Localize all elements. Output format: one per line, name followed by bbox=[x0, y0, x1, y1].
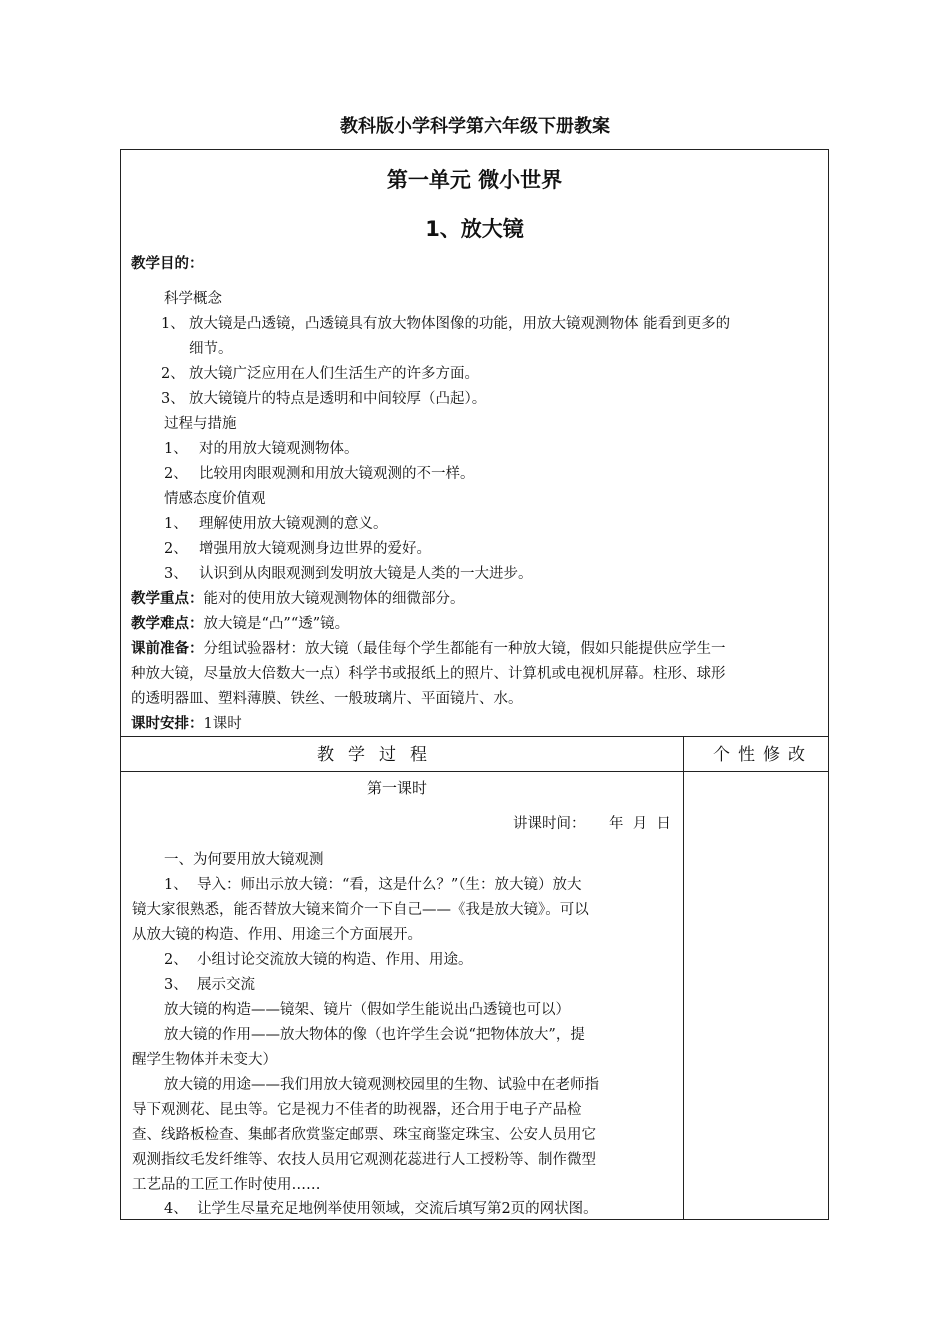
preparation bbox=[131, 639, 726, 659]
preparation-label: 课前准备： bbox=[131, 641, 204, 657]
difficulty bbox=[131, 614, 349, 634]
concept-item: 放大镜广泛应用在人们生活生产的许多方面。 bbox=[189, 366, 479, 382]
body-line: 4、 让学生尽量充足地例举使用领域，交流后填写第2页的网状图。 bbox=[164, 1201, 598, 1217]
preparation-line: 的透明器皿、塑料薄膜、铁丝、一般玻璃片、平面镜片、水。 bbox=[131, 691, 523, 707]
attitude-item-num: 3、 bbox=[164, 566, 188, 582]
column-divider bbox=[683, 736, 684, 1219]
process-item: 比较用肉眼观测和用放大镜观测的不一样。 bbox=[199, 466, 475, 482]
concept-heading: 科学概念 bbox=[164, 291, 222, 307]
body-line: 2、 小组讨论交流放大镜的构造、作用、用途。 bbox=[164, 952, 473, 968]
preparation-line: 分组试验器材：放大镜（最佳每个学生都能有一种放大镜，假如只能提供应学生一 bbox=[203, 641, 726, 657]
body-line: 一、为何要用放大镜观测 bbox=[164, 852, 324, 868]
key-point-label: 教学重点： bbox=[131, 591, 204, 607]
objectives-heading: 教学目的： bbox=[131, 256, 204, 272]
body-line: 放大镜的构造——镜架、镜片（假如学生能说出凸透镜也可以） bbox=[164, 1002, 570, 1018]
concept-item: 放大镜是凸透镜，凸透镜具有放大物体图像的功能，用放大镜观测物体 能看到更多的 bbox=[189, 316, 731, 332]
divider bbox=[121, 736, 828, 737]
attitude-item: 认识到从肉眼观测到发明放大镜是人类的一大进步。 bbox=[199, 566, 533, 582]
lesson-overview bbox=[121, 150, 828, 738]
schedule-label: 课时安排： bbox=[131, 716, 204, 732]
body-line: 放大镜的用途——我们用放大镜观测校园里的生物、试验中在老师指 bbox=[164, 1077, 599, 1093]
period-title: 第一课时 bbox=[367, 779, 428, 797]
body-line: 从放大镜的构造、作用、用途三个方面展开。 bbox=[132, 927, 422, 943]
difficulty-label: 教学难点： bbox=[131, 616, 204, 632]
attitude-heading: 情感态度价值观 bbox=[164, 491, 266, 507]
concept-item-num: 3、 bbox=[161, 391, 185, 407]
difficulty-text: 放大镜是“凸”“透”镜。 bbox=[203, 616, 350, 632]
notes-column-header: 个性修改 bbox=[713, 745, 813, 765]
schedule bbox=[131, 714, 242, 734]
body-line: 放大镜的作用——放大物体的像（也许学生会说“把物体放大”，提 bbox=[164, 1027, 585, 1043]
body-line: 3、 展示交流 bbox=[164, 977, 255, 993]
attitude-item: 增强用放大镜观测身边世界的爱好。 bbox=[199, 541, 431, 557]
body-line: 查、线路板检查、集邮者欣赏鉴定邮票、珠宝商鉴定珠宝、公安人员用它 bbox=[132, 1127, 596, 1143]
body-line: 醒学生物体并未变大） bbox=[132, 1052, 277, 1068]
lecture-time-fields: 年 月 日 bbox=[609, 816, 671, 832]
concept-item-num: 1、 bbox=[161, 316, 185, 332]
document-title: 教科版小学科学第六年级下册教案 bbox=[340, 116, 610, 137]
concept-item: 放大镜镜片的特点是透明和中间较厚（凸起）。 bbox=[189, 391, 487, 407]
unit-title: 第一单元 微小世界 bbox=[386, 168, 563, 192]
attitude-item: 理解使用放大镜观测的意义。 bbox=[199, 516, 388, 532]
key-point-text: 能对的使用放大镜观测物体的细微部分。 bbox=[203, 591, 465, 607]
concept-item-num: 2、 bbox=[161, 366, 185, 382]
lecture-time-label: 讲课时间： bbox=[513, 816, 586, 832]
key-point bbox=[131, 589, 465, 609]
schedule-text: 1课时 bbox=[203, 716, 242, 732]
process-item-num: 1、 bbox=[164, 441, 188, 457]
lesson-title: 1、放大镜 bbox=[425, 217, 524, 241]
body-line: 1、 导入：师出示放大镜：“看，这是什么？”（生：放大镜）放大 bbox=[164, 877, 582, 893]
concept-item: 细节。 bbox=[189, 341, 233, 357]
body-line: 观测指纹毛发纤维等、农技人员用它观测花蕊进行人工授粉等、制作微型 bbox=[132, 1152, 596, 1168]
attitude-item-num: 1、 bbox=[164, 516, 188, 532]
process-item: 对的用放大镜观测物体。 bbox=[199, 441, 359, 457]
attitude-item-num: 2、 bbox=[164, 541, 188, 557]
process-item-num: 2、 bbox=[164, 466, 188, 482]
body-line: 镜大家很熟悉，能否替放大镜来简介一下自己——《我是放大镜》。可以 bbox=[132, 902, 589, 918]
process-heading: 过程与措施 bbox=[164, 416, 237, 432]
body-line: 导下观测花、昆虫等。它是视力不佳者的助视器，还合用于电子产品检 bbox=[132, 1102, 582, 1118]
process-column-header: 教学过程 bbox=[317, 745, 441, 765]
preparation-line: 种放大镜，尽量放大倍数大一点）科学书或报纸上的照片、计算机或电视机屏幕。柱形、球形 bbox=[131, 666, 726, 682]
lesson-plan-table bbox=[120, 149, 829, 1220]
divider bbox=[121, 771, 828, 772]
body-line: 工艺品的工匠工作时使用…… bbox=[132, 1177, 321, 1193]
